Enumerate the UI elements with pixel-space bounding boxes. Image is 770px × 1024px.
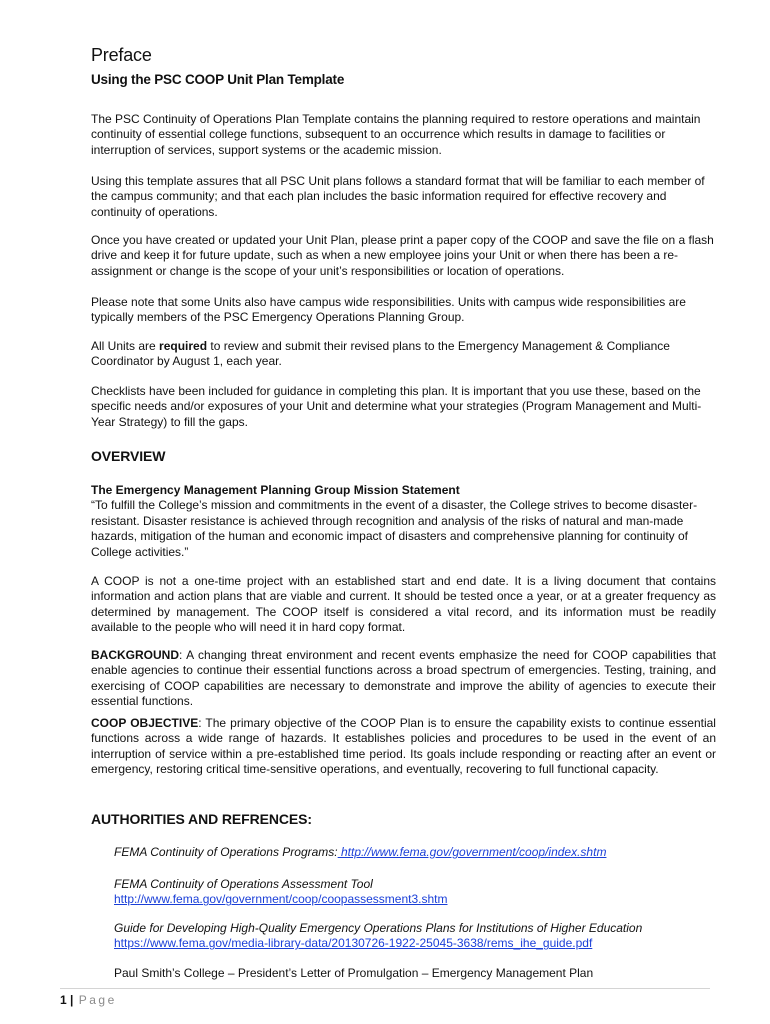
mission-text: “To fulfill the College’s mission and commitments in the event of a disaster, the College strives to become disaster-resistant. Disaster resistance is achieved through recognition and analysis of the risks of natural and man-made hazards, mitigation of the human and economic impact of disasters and comprehensive planning for continuity of College activities.” [91,498,698,559]
intro-paragraph-3: Once you have created or updated your Unit Plan, please print a paper copy of the COOP and save the file on a flash drive and keep it for future update, such as when a new employee joins your Unit or when there has been a re-assignment or change is the scope of your unit’s responsibilities or location of operations. [91,233,714,278]
objective-label: COOP OBJECTIVE [91,716,199,730]
intro-paragraph-5 [91,339,716,370]
preface-heading: Preface [91,45,152,65]
reference-2-link[interactable]: http://www.fema.gov/government/coop/coopassessment3.shtm [114,892,448,907]
overview-heading: OVERVIEW [91,448,166,464]
p5-text-a: All Units are [91,339,160,353]
intro-paragraph-6: Checklists have been included for guidance in completing this plan. It is important that you use these, based on the specific needs and/or exposures of your Unit and determine what your strategies (Program Management and Multi-Year Strategy) to fill the gaps. [91,384,702,429]
reference-4: Paul Smith’s College – President’s Letter of Promulgation – Emergency Management Plan [114,966,594,980]
page-number: 1 [60,993,67,1007]
intro-paragraph-2: Using this template assures that all PSC Unit plans follows a standard format that will be familiar to each member of the campus community; and that each plan includes the basic information required for effective recovery and continuity of operations. [91,174,705,219]
reference-3 [114,921,724,952]
reference-2-title: FEMA Continuity of Operations Assessment Tool [114,877,373,891]
footer-separator: | [70,993,74,1007]
objective-paragraph [91,716,716,778]
background-label: BACKGROUND [91,648,179,662]
reference-3-link[interactable]: https://www.fema.gov/media-library-data/20130726-1922-25045-3638/rems_ihe_guide.pdf [114,936,593,951]
footer-divider [60,988,710,989]
background-paragraph [91,648,716,710]
reference-1 [114,845,724,860]
reference-1-link[interactable]: http://www.fema.gov/government/coop/index.shtm [337,845,607,859]
required-emphasis: required [159,339,208,353]
reference-3-title: Guide for Developing High-Quality Emergency Operations Plans for Institutions of Higher Education [114,921,643,935]
objective-text: : The primary objective of the COOP Plan is to ensure the capability exists to continue essential functions across a wide range of hazards. It establishes policies and procedures to be used in the event of an interruption of service within a pre-established time period. Its goals include responding or reacting after an event or emergency, restoring critical time-sensitive operations, and eventually, recovering to full functional capacity. [91,716,716,777]
intro-paragraph-4: Please note that some Units also have campus wide responsibilities. Units with campus wide responsibilities are typically members of the PSC Emergency Operations Planning Group. [91,295,686,325]
page-subtitle: Using the PSC COOP Unit Plan Template [91,72,345,87]
mission-statement [91,483,716,560]
p5-text-b: to review and submit their revised plans to the Emergency Management & Compliance Coordinator by August 1, each year. [91,339,670,369]
page-label: Page [78,993,117,1007]
authorities-heading: AUTHORITIES AND REFRENCES: [91,811,312,827]
page-footer [60,993,117,1007]
reference-2 [114,877,724,908]
intro-paragraph-1: The PSC Continuity of Operations Plan Template contains the planning required to restore operations and maintain continuity of essential college functions, subsequent to an occurrence which results in damage to facilities or interruption of services, support systems or the academic mission. [91,112,701,157]
coop-paragraph: A COOP is not a one-time project with an established start and end date. It is a living document that contains information and action plans that are viable and current. It should be tested once a year, or at a greater frequency as determined by management. The COOP itself is considered a vital record, and its information must be readily available to the people who will need it in hard copy format. [91,574,716,635]
mission-title: The Emergency Management Planning Group Mission Statement [91,483,460,497]
reference-1-title: FEMA Continuity of Operations Programs: [114,845,338,859]
background-text: : A changing threat environment and recent events emphasize the need for COOP capabilities that enable agencies to continue their essential functions across a broad spectrum of emergencies. Testing, training, and exercising of COOP capabilities are necessary to demonstrate and improve the ability of agencies to execute their essential functions. [91,648,716,709]
